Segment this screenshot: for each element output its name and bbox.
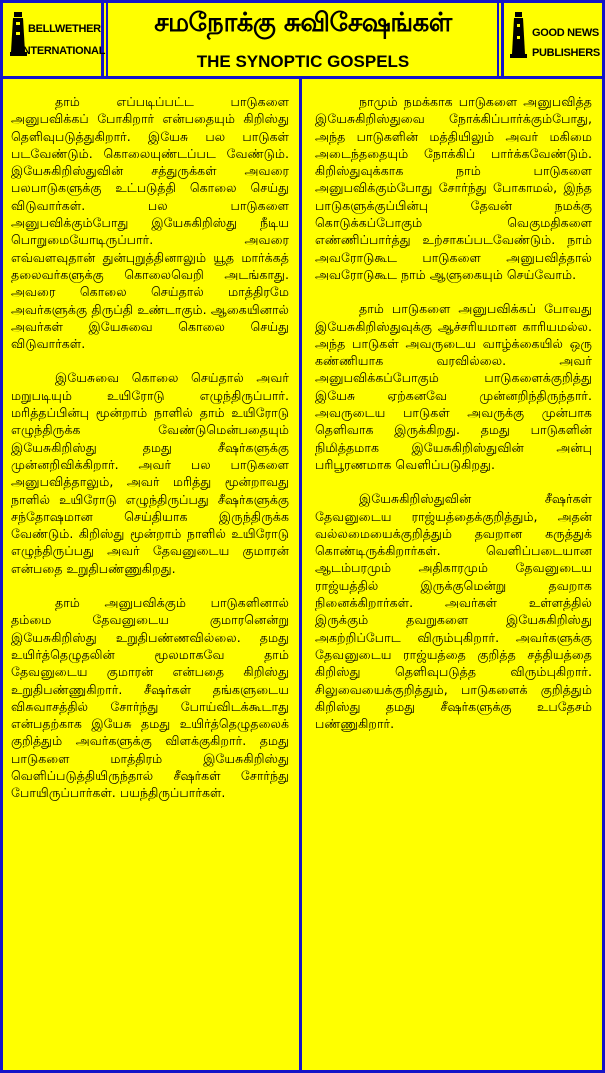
title-english: THE SYNOPTIC GOSPELS bbox=[196, 52, 410, 71]
right-column bbox=[315, 93, 592, 749]
right-paragraph-3: இயேசுகிறிஸ்துவின் சீஷர்கள் தேவனுடைய ராஜ்யத்தைக்குறித்தும், அதன் வல்லமையைக்குறித்தும் தவறான கருத்துக் கொண்டிருக்கிறார்கள். வெளிப்படையான ஆடம்பரமும் அதிகாரமும் தேவனுடைய ராஜ்யத்தில் இருக்குமென்று தவறாக நினைக்கிறார்கள். அவர்கள் உள்ளத்தில் இருக்கும் தவறுகளை இயேசுகிறிஸ்து அகற்றிப்போட விரும்புகிறார். அவர்களுக்கு தேவனுடைய ராஜ்யத்தை குறித்த சத்தியத்தை கிறிஸ்து தெளிவுபடுத்த விரும்புகிறார். சிலுவையைக்குறித்தும், பாடுகளைக் குறித்தும் கிறிஸ்து தமது சீஷர்களுக்கு உபதேசம் பண்ணுகிறார். bbox=[315, 491, 592, 732]
left-paragraph-3: தாம் அனுபவிக்கும் பாடுகளினால் தம்மை தேவனுடைய குமாரனென்று இயேசுகிறிஸ்து உறுதிபண்ணவில்லை. தமது உயிர்த்தெழுதலின் மூலமாகவே தாம் தேவனுடைய குமாரன் என்பதை கிறிஸ்து உறுதிபண்ணுகிறார். சீஷர்கள் தங்களுடைய விசுவாசத்தில் சோர்ந்து போய்விடக்கூடாது என்பதற்காக இயேசு தமது உயிர்த்தெழுதலைக் குறித்தும் அவர்களுக்கு விளக்குகிறார். தமது பாடுகளை மாத்திரம் இயேசுகிறிஸ்து வெளிப்படுத்தியிருந்தால் சீஷர்கள் சோர்ந்து போயிருப்பார்கள். பயந்திருப்பார்கள். bbox=[11, 595, 289, 801]
title-tamil: சமநோக்கு சுவிசேஷங்கள் bbox=[154, 8, 452, 38]
right-paragraph-1: நாமும் நமக்காக பாடுகளை அனுபவித்த இயேசுகிறிஸ்துவை நோக்கிப்பார்க்கும்போது, அந்த பாடுகளின் மத்தியிலும் அவர் மகிமை அடைந்ததையும் நோக்கிப் பார்க்கவேண்டும். கிறிஸ்துவுக்காக நாம் பாடுகளை அனுபவிக்கும்போது சோர்ந்து போகாமல், இந்த பாடுகளுக்குப்பின்பு தேவன் நமக்கு கொடுக்கப்போகும் வெகுமதிகளை எண்ணிப்பார்த்து உற்சாகப்படவேண்டும். நாம் அவரோடுகூட பாடுகளை அனுபவித்தால் அவரோடுகூட நாம் ஆளுகையும் செய்வோம். bbox=[315, 94, 592, 282]
column-divider bbox=[299, 79, 302, 1073]
left-paragraph-2: இயேசுவை கொலை செய்தால் அவர் மறுபடியும் உயிரோடு எழுந்திருப்பார். மரித்தப்பின்பு மூன்றாம் நாளில் தாம் உயிரோடு எழுந்திருக்க வேண்டுமென்பதையும் இயேசுகிறிஸ்து தமது சீஷர்களுக்கு முன்னறிவிக்கிறார். அவர் பல பாடுகளை அனுபவித்தாலும், அவர் மரித்து மூன்றாவது நாளில் உயிரோடு எழுந்திருப்பது சீஷர்களுக்கு சந்தோஷமான செய்தியாக இருந்திருக்க வேண்டும். கிறிஸ்து மூன்றாம் நாளில் உயிரோடு எழுந்திருப்பது அவர் தேவனுடைய குமாரன் என்பதை உறுதிபண்ணுகிறது. bbox=[11, 370, 289, 576]
lighthouse-icon bbox=[510, 12, 528, 58]
header-left-divider bbox=[101, 0, 104, 79]
good-news-logo bbox=[506, 6, 601, 76]
right-logo-line1: GOOD NEWS bbox=[532, 27, 599, 39]
left-logo-line1: BELLWETHER bbox=[28, 23, 101, 35]
left-logo-line2: INTERNATIONAL bbox=[20, 45, 106, 57]
right-paragraph-2: தாம் பாடுகளை அனுபவிக்கப் போவது இயேசுகிறிஸ்துவுக்கு ஆச்சரியமான காரியமல்ல. அந்த பாடுகள் அவருடைய வாழ்க்கையில் ஒரு கண்ணியாக வரவில்லை. அவர் அனுபவிக்கப்போகும் பாடுகளைக்குறித்து இயேசு ஏற்கனவே முன்னறிந்திருந்தார். அவருடைய பாடுகள் அவருக்கு முன்பாக தெளிவாக இருக்கிறது. தமது பாடுகளின் நிமித்தமாக இயேசுகிறிஸ்துவின் அன்பு பரிபூரணமாக வெளிப்படுகிறது. bbox=[315, 301, 592, 472]
left-paragraph-1: தாம் எப்படிப்பட்ட பாடுகளை அனுபவிக்கப் போகிறார் என்பதையும் கிறிஸ்து தெளிவுபடுத்துகிறார். இயேசு பல பாடுகள் படவேண்டும். கொலையுண்டப்பட வேண்டும். இயேசுகிறிஸ்துவின் சத்துருக்கள் அவரை பலபாடுகளுக்கு உட்படுத்தி கொலை செய்து விடுவார்கள். பல பாடுகளை அனுபவிக்கும்போது இயேசுகிறிஸ்து நீடிய பொறுமையோடிருப்பார். அவரை எவ்வளவுதான் துன்புறுத்தினாலும் யூத மார்க்கத் தலைவர்களுக்கு கொலைவெறி அடங்காது. அவரை கொலை செய்தால் மாத்திரமே அவர்களுக்கு திருப்தி உண்டாகும். ஆகையினால் அவர்கள் இயேசுவை கொலை செய்து விடுவார்கள். bbox=[11, 94, 289, 352]
left-column bbox=[11, 93, 289, 819]
bellwether-logo bbox=[8, 6, 106, 76]
header-right-divider-inner bbox=[501, 0, 504, 79]
right-logo-line2: PUBLISHERS bbox=[532, 47, 600, 59]
header-bottom-rule bbox=[0, 76, 605, 79]
